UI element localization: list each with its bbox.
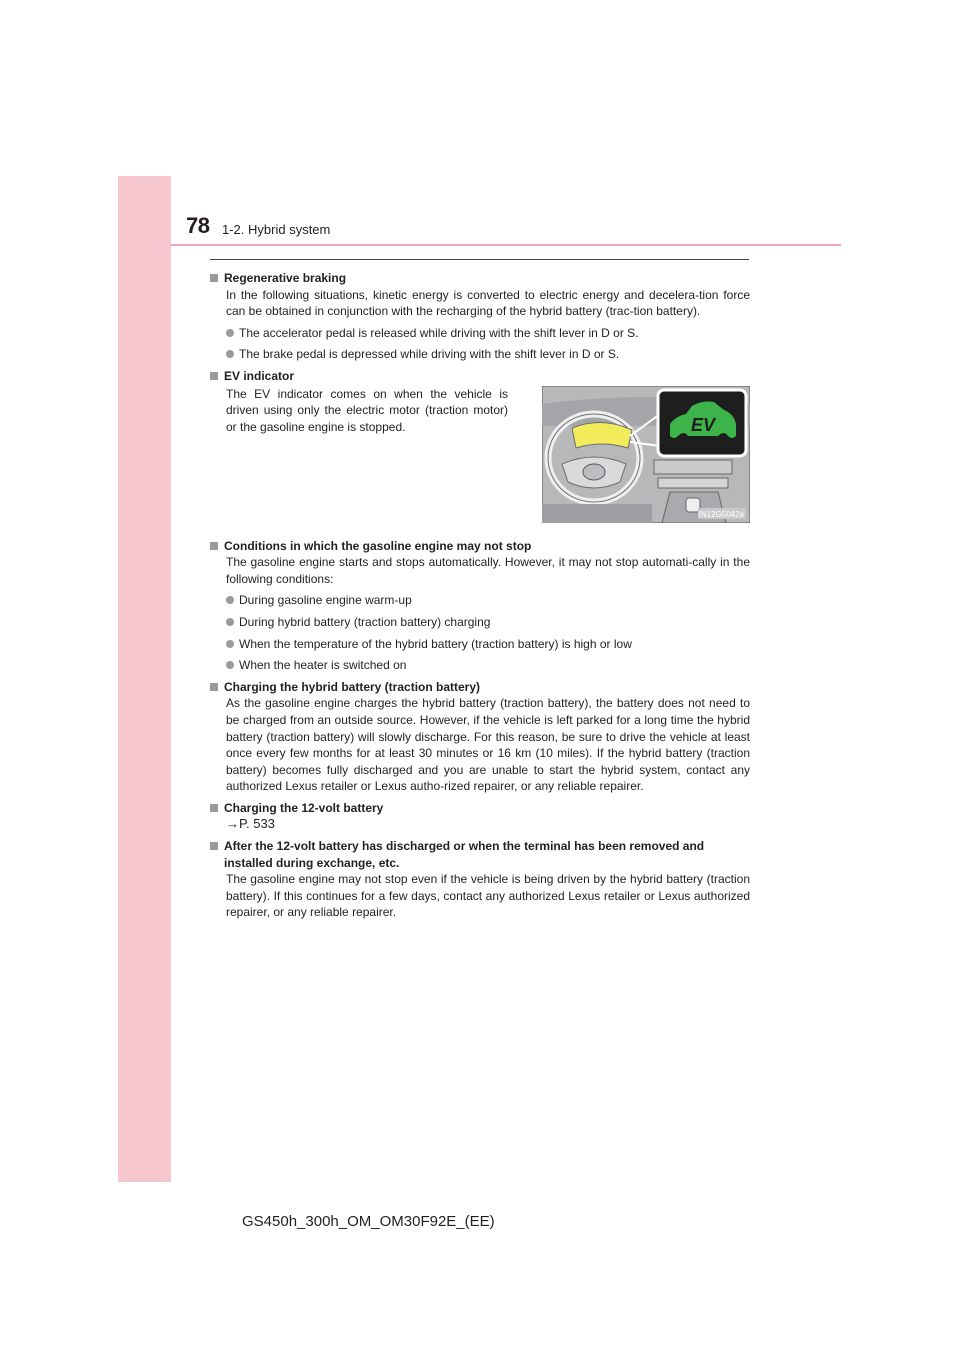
list-item: When the heater is switched on [226, 657, 750, 674]
round-bullet-icon [226, 661, 234, 669]
dashboard-illustration [542, 386, 750, 523]
round-bullet-icon [226, 618, 234, 626]
section-after-12v-discharge [210, 838, 750, 921]
ev-indicator-illustration [542, 386, 750, 523]
section-heading: Charging the hybrid battery (traction battery) [210, 679, 750, 696]
side-color-band [118, 176, 171, 1182]
square-bullet-icon [210, 804, 218, 812]
section-charging-12v-battery [210, 800, 750, 833]
section-heading: After the 12-volt battery has discharged or when the terminal has been removed and installed during exchange, etc. [210, 838, 750, 871]
list-item: The brake pedal is depressed while driving with the shift lever in D or S. [226, 346, 750, 363]
list-item: The accelerator pedal is released while driving with the shift lever in D or S. [226, 325, 750, 342]
square-bullet-icon [210, 372, 218, 380]
page-reference-link[interactable]: →P. 533 [226, 816, 275, 832]
round-bullet-icon [226, 640, 234, 648]
header-rule [171, 244, 841, 246]
content-rule [210, 259, 749, 260]
section-ev-indicator [210, 368, 750, 533]
section-heading: Charging the 12-volt battery [210, 800, 750, 817]
list-item: When the temperature of the hybrid battery (traction battery) is high or low [226, 636, 750, 653]
square-bullet-icon [210, 842, 218, 850]
image-code: IN12G5042a [698, 509, 744, 519]
round-bullet-icon [226, 596, 234, 604]
section-text: In the following situations, kinetic energy is converted to electric energy and decelera-tion force can be obtained in conjunction with the recharging of the hybrid battery (trac-tion battery). [226, 287, 750, 319]
section-text: The gasoline engine may not stop even if the vehicle is being driven by the hybrid battery (traction battery). If this continues for a few days, contact any authorized Lexus retailer or Lexus authorized repairer, or any reliable repairer. [226, 872, 750, 920]
footer-document-code: GS450h_300h_OM_OM30F92E_(EE) [242, 1213, 495, 1230]
ev-indicator-label: EV [690, 414, 716, 435]
list-item: During hybrid battery (traction battery) charging [226, 614, 750, 631]
round-bullet-icon [226, 329, 234, 337]
round-bullet-icon [226, 350, 234, 358]
square-bullet-icon [210, 274, 218, 282]
section-heading: Conditions in which the gasoline engine may not stop [210, 538, 750, 555]
content-body [210, 270, 750, 926]
section-text: The gasoline engine starts and stops automatically. However, it may not stop automati-cally in the following conditions: [226, 555, 750, 586]
section-text: As the gasoline engine charges the hybrid battery (traction battery), the battery does not need to be charged from an outside source. However, if the vehicle is left parked for a long time the hybrid battery (traction battery) will slowly discharge. For this reason, be sure to drive the vehicle at least once every few months for at least 30 minutes or 16 km (10 miles). If the hybrid battery (traction battery) becomes fully discharged and you are unable to start the hybrid system, contact any authorized Lexus retailer or Lexus autho-rized repairer, or any reliable repairer. [226, 696, 750, 794]
section-title: 1-2. Hybrid system [222, 222, 331, 237]
section-heading: Regenerative braking [210, 270, 750, 287]
square-bullet-icon [210, 542, 218, 550]
section-heading: EV indicator [210, 368, 750, 385]
section-text: The EV indicator comes on when the vehicle is driven using only the electric motor (traction motor) or the gasoline engine is stopped. [226, 386, 508, 434]
list-item: During gasoline engine warm-up [226, 592, 750, 609]
section-regenerative-braking [210, 270, 750, 363]
section-charging-hybrid-battery [210, 679, 750, 795]
section-engine-not-stop [210, 538, 750, 674]
square-bullet-icon [210, 683, 218, 691]
page-number: 78 [186, 213, 210, 238]
